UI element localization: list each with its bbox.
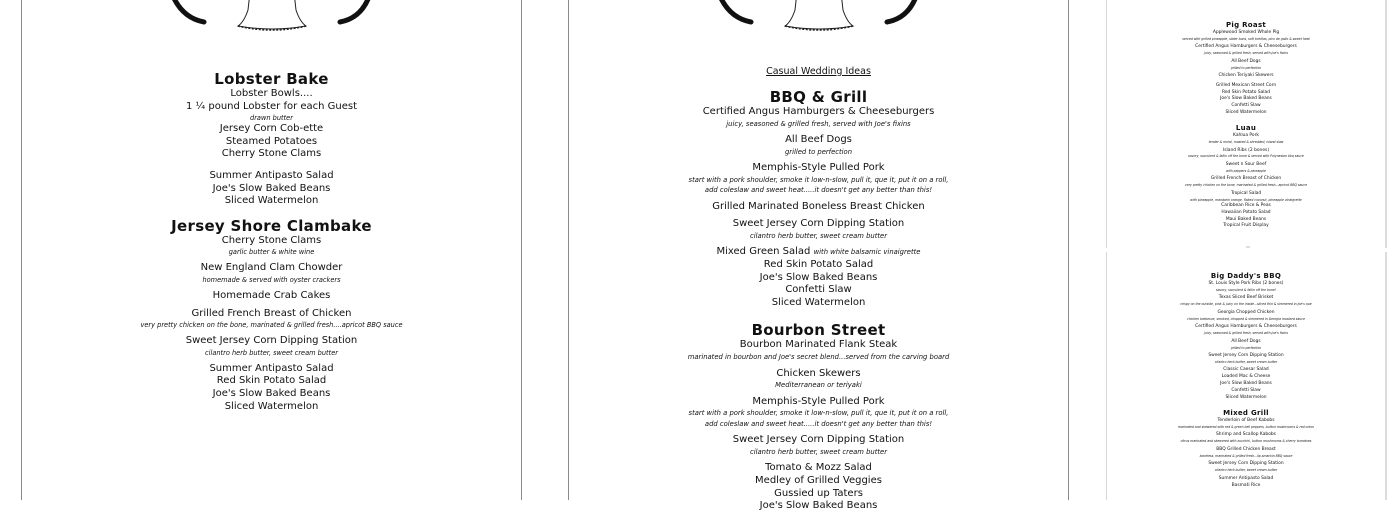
section-jersey-shore-clambake [22,217,521,413]
menu-item-note: boneless, marinated & grilled fresh...lip-smackin BBQ sauce [1199,453,1293,458]
menu-item-note: crispy on the outside, pink & juicy on the inside...sliced thin & simmered in Joe's que [1180,302,1312,307]
page-break-marker [1246,246,1250,248]
side-item: Sliced Watermelon [1225,395,1267,401]
menu-page-3-bottom [1106,252,1387,500]
side-item: Sliced Watermelon [771,296,866,308]
section-title: Mixed Grill [1223,408,1269,417]
side-item: Summer Antipasto Salad [209,169,334,181]
menu-item-note: garlic butter & white wine [228,248,315,257]
section-lobster-bake [22,70,521,208]
menu-item-note: grilled to perfection [1230,345,1262,350]
page-2-content [569,66,1068,513]
menu-item-note: juicy, seasoned & grilled fresh, served with Joe's fixins [1204,331,1288,336]
salad-name: Mixed Green Salad [716,246,811,258]
side-item: Confetti Slaw [1231,388,1261,394]
side-item: Red Skin Potato Salad [763,259,874,271]
side-item: Red Skin Potato Salad [1221,89,1271,95]
side-item: Sliced Watermelon [1225,110,1267,116]
menu-item: Sweet Jersey Corn Dipping Station [1208,353,1284,359]
bell-logo-icon [699,0,939,36]
side-item: Hawaiian Potato Salad [1221,209,1271,215]
menu-item: Lobster Bowls.... [230,88,313,99]
menu-item: All Beef Dogs [1231,338,1261,344]
menu-item: Sweet n Sour Beef [1225,161,1267,167]
menu-item: Certified Angus Hamburgers & Cheeseburgers [702,106,935,117]
side-item: Maui Baked Beans [1225,216,1267,222]
section-big-daddys-bbq [1107,272,1385,402]
menu-item: Memphis-Style Pulled Pork [752,162,885,174]
menu-item: Kahlua Pork [1233,133,1259,139]
menu-item-note: cilantro herb butter, sweet cream butter [205,348,338,357]
menu-item-note: very pretty chicken on the bone, marinated & grilled fresh...apricot BBQ sauce [1185,183,1307,188]
side-item: Gussied up Taters [774,487,863,499]
menu-item: All Beef Dogs [1231,58,1261,64]
side-item: Grilled Mexican Street Corn [1215,82,1277,88]
side-item: Joe's Slow Baked Beans [212,387,331,399]
section-bourbon-street [569,321,1068,512]
menu-page-1 [21,0,522,500]
menu-item-note: cilantro herb butter, sweet cream butter [1214,468,1278,473]
menu-item: All Beef Dogs [785,134,852,146]
menu-item-note: cilantro herb butter, sweet cream butter [749,447,888,456]
menu-item-note: cilantro herb butter, sweet cream butter [1214,359,1278,364]
menu-item: Sweet Jersey Corn Dipping Station [732,434,905,446]
menu-item: Certified Angus Hamburgers & Cheeseburgers [1195,324,1297,330]
menu-item-note: add coleslaw and sweet heat.....it doesn't get any better than this! [704,419,933,428]
menu-item: Certified Angus Hamburgers & Cheeseburgers [1195,44,1297,50]
menu-item: St. Louis Style Pork Ribs (2 bones) [1208,281,1284,286]
menu-item-note: tender & moist, roasted & shredded, island slaw [1208,140,1284,145]
menu-item-note: grilled to perfection [784,147,853,156]
menu-item: BBQ Grilled Chicken Breast [1216,446,1276,452]
menu-item-note: marinated in bourbon and Joe's secret blend...served from the carving board [687,353,950,362]
side-item: Sliced Watermelon [224,400,319,412]
menu-item: Jersey Corn Cob-ette [219,123,324,135]
menu-item-note: chicken barbecue, smoked, chopped & simmered in Georgia mustard sauce [1187,316,1305,321]
menu-item-note: drawn butter [250,114,293,123]
side-item: Tropical Fruit Display [1223,223,1269,229]
menu-item-note: with pineapple, mandarin orange, flaked coconut, pineapple vinaigrette [1190,197,1302,202]
side-item: Joe's Slow Baked Beans [212,182,331,194]
side-item: Medley of Grilled Veggies [755,474,882,486]
menu-item: Texas Sliced Beef Brisket [1218,295,1274,301]
section-pig-roast [1107,21,1385,117]
menu-item: Chicken Skewers [776,367,861,379]
section-title: Lobster Bake [214,70,329,88]
side-item: Summer Antipasto Salad [1218,475,1274,481]
menu-item: Chicken Teriyaki Skewers [1218,73,1274,79]
menu-item-note: start with a pork shoulder, smoke it low-n-slow, pull it, que it, put it on a roll, [688,175,949,184]
menu-item: Applewood Smoked Whole Pig [1212,30,1280,35]
section-title: BBQ & Grill [769,88,868,106]
menu-item: Grilled French Breast of Chicken [191,307,352,319]
section-title: Bourbon Street [751,321,886,340]
page-3a-content [1107,21,1385,230]
side-item: Confetti Slaw [785,284,852,296]
side-item: Classic Caesar Salad [1223,367,1269,373]
side-item: Loaded Mac & Cheese [1221,374,1271,380]
menu-item: Homemade Crab Cakes [212,289,331,301]
menu-item: Cherry Stone Clams [221,148,322,160]
side-item: Joe's Slow Baked Beans [759,271,878,283]
menu-item: Bourbon Marinated Flank Steak [739,339,898,351]
side-item: Summer Antipasto Salad [209,362,334,374]
section-title: Luau [1235,124,1257,133]
menu-item-note: Mediterranean or teriyaki [775,381,862,390]
side-item: Sliced Watermelon [224,195,319,207]
section-bbq-grill [569,88,1068,309]
menu-item: Sweet Jersey Corn Dipping Station [185,335,358,347]
side-item: Caribbean Rice & Peas [1221,202,1271,208]
salad-note: with white balsamic vinaigrette [813,248,921,257]
menu-item: Georgia Chopped Chicken [1217,309,1275,315]
menu-item: Tenderloin of Beef Kabobs [1217,417,1275,423]
section-title: Jersey Shore Clambake [171,216,372,235]
menu-item: Sweet Jersey Corn Dipping Station [732,218,905,230]
menu-item: Tropical Salad [1230,190,1262,196]
side-item: Joe's Slow Baked Beans [1220,381,1272,387]
side-item: Joe's Slow Baked Beans [1220,96,1272,102]
menu-item-note: very pretty chicken on the bone, marinated & grilled fresh....apricot BBQ sauce [140,321,403,330]
side-item: Red Skin Potato Salad [216,375,327,387]
page-heading: Casual Wedding Ideas [766,66,871,77]
menu-item: Shrimp and Scallop Kabobs [1216,432,1276,438]
bell-logo-icon [152,0,392,36]
menu-item: Memphis-Style Pulled Pork [752,395,885,407]
menu-item-note: start with a pork shoulder, smoke it low-n-slow, pull it, que it, put it on a roll, [688,409,949,418]
section-luau [1107,124,1385,230]
menu-item-note: savory, succulent & fallin off the bone & served with Polynesian bbq sauce [1188,154,1304,159]
menu-item-note: served with grilled pineapple, slider buns, soft tortillas, pico de gallo & sweet heat [1182,36,1310,41]
menu-item: 1 ¼ pound Lobster for each Guest [185,100,358,112]
menu-item: Grilled French Breast of Chicken [1210,176,1282,182]
menu-page-3-top [1106,0,1387,248]
menu-page-2 [568,0,1069,512]
side-item: Basmati Rice [1231,482,1261,488]
menu-item-note: juicy, seasoned & grilled fresh, served with Joe's fixins [726,119,911,128]
page-3b-content [1107,272,1385,489]
menu-item: Island Ribs (2 bones) [1222,147,1270,153]
side-item [569,246,1068,259]
menu-item-note: cilantro herb butter, sweet cream butter [749,231,888,240]
side-item: Joe's Slow Baked Beans [759,500,878,512]
menu-item: Cherry Stone Clams [221,234,322,246]
menu-item-note: add coleslaw and sweet heat.....it doesn't get any better than this! [704,186,933,195]
section-mixed-grill [1107,409,1385,489]
menu-item-note: savory, succulent & fallin off the bone! [1216,287,1276,292]
section-title: Pig Roast [1225,21,1267,29]
side-item: Tomato & Mozz Salad [765,462,872,474]
menu-item-note: marinated and skewered with red & green bell peppers, button mushrooms & red onion [1177,424,1315,429]
menu-item: New England Clam Chowder [200,262,343,274]
page-1-content [22,70,521,413]
menu-item: Grilled Marinated Boneless Breast Chicken [712,200,925,212]
section-title: Big Daddy's BBQ [1210,272,1282,280]
menu-item-note: with peppers & pineapple [1226,168,1266,173]
menu-item-note: citrus marinated and skewered with zucchini, button mushrooms & cherry tomatoes [1180,439,1312,444]
side-item: Confetti Slaw [1231,103,1261,109]
menu-item: Sweet Jersey Corn Dipping Station [1208,461,1284,467]
menu-item-note: grilled to perfection [1230,65,1262,70]
menu-item: Steamed Potatoes [225,135,318,147]
menu-item-note: homemade & served with oyster crackers [202,275,341,284]
menu-item-note: juicy, seasoned & grilled fresh, served with Joe's fixins [1204,51,1288,56]
